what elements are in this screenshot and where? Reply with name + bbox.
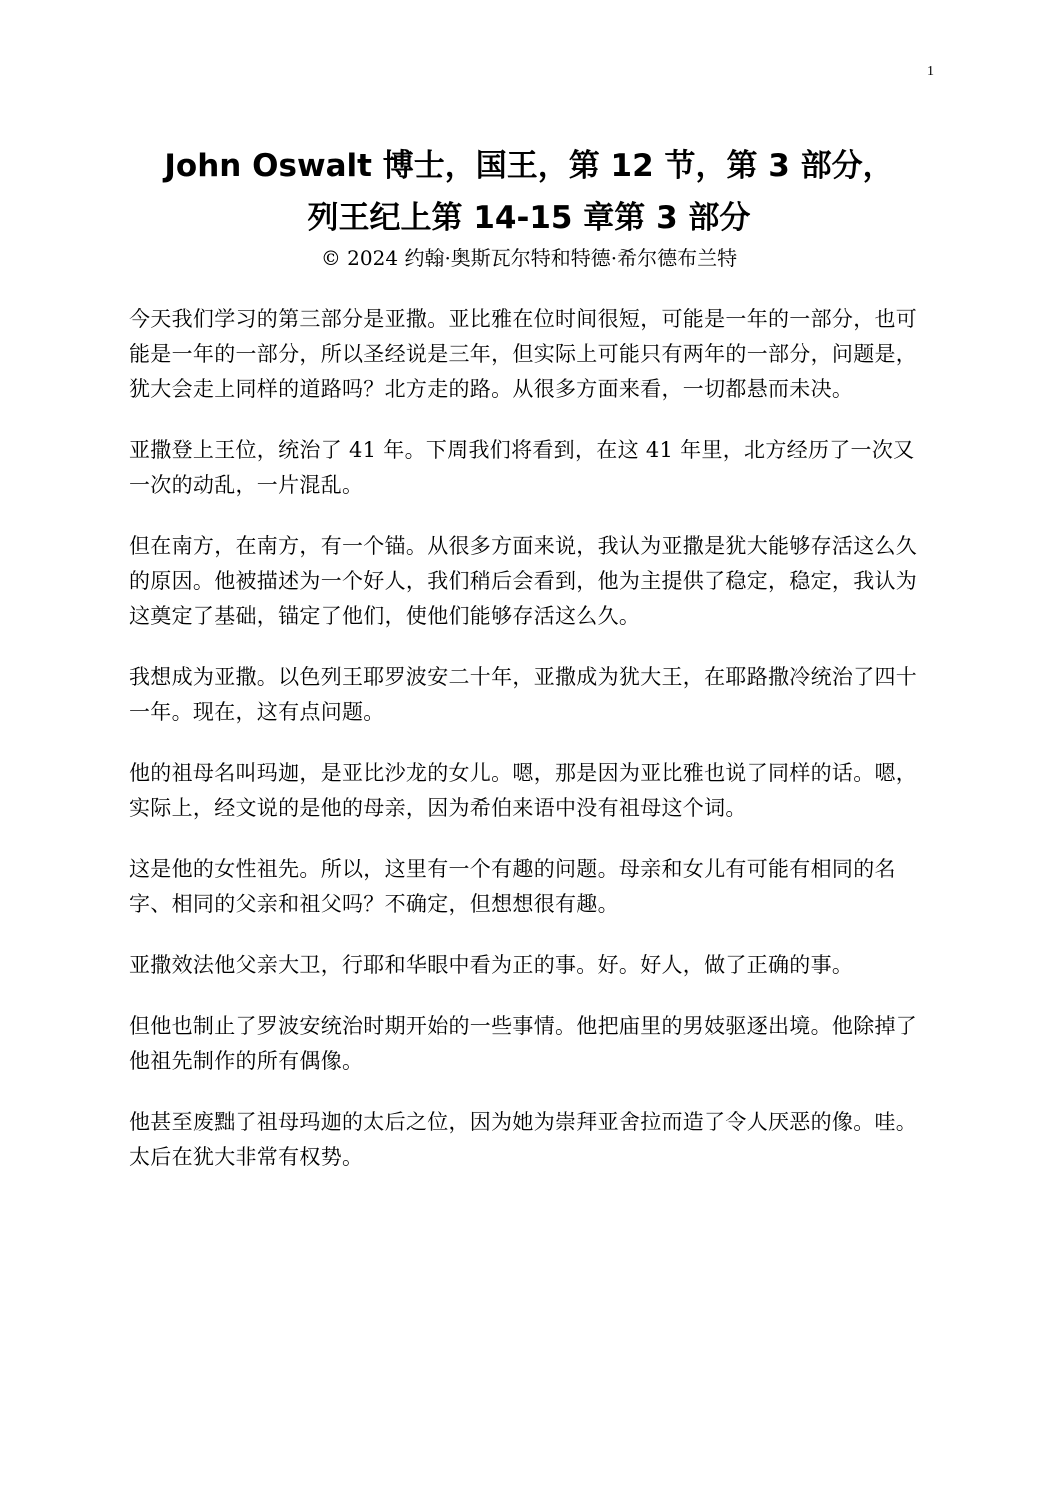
paragraph: 亚撒登上王位，统治了 41 年。下周我们将看到，在这 41 年里，北方经历了一次又一次的动乱，一片混乱。 xyxy=(129,438,915,497)
paragraph: 亚撒效法他父亲大卫，行耶和华眼中看为正的事。好。好人，做了正确的事。 xyxy=(129,953,854,977)
paragraph: 这是他的女性祖先。所以，这里有一个有趣的问题。母亲和女儿有可能有相同的名字、相同的父亲和祖父吗？不确定，但想想很有趣。 xyxy=(129,857,896,916)
paragraph: 但他也制止了罗波安统治时期开始的一些事情。他把庙里的男妓驱逐出境。他除掉了他祖先制作的所有偶像。 xyxy=(129,1014,918,1073)
paragraph: 我想成为亚撒。以色列王耶罗波安二十年，亚撒成为犹大王，在耶路撒冷统治了四十一年。现在，这有点问题。 xyxy=(129,665,918,724)
paragraph: 今天我们学习的第三部分是亚撒。亚比雅在位时间很短，可能是一年的一部分，也可能是一年的一部分，所以圣经说是三年，但实际上可能只有两年的一部分，问题是，犹大会走上同样的道路吗？北方走的路。从很多方面来看，一切都悬而未决。 xyxy=(129,307,918,401)
copyright-notice: © 2024 约翰·奥斯瓦尔特和特德·希尔德布兰特 xyxy=(320,246,738,270)
title-line-2: 列王纪上第 14-15 章第 3 部分 xyxy=(307,200,751,236)
document-body xyxy=(129,302,919,1201)
title-line-1: John Oswalt 博士，国王，第 12 节，第 3 部分， xyxy=(164,148,894,184)
page-number: 1 xyxy=(927,64,934,79)
paragraph: 但在南方，在南方，有一个锚。从很多方面来说，我认为亚撒是犹大能够存活这么久的原因。他被描述为一个好人，我们稍后会看到，他为主提供了稳定，稳定，我认为这奠定了基础，锚定了他们，使他们能够存活这么久。 xyxy=(129,534,918,628)
paragraph: 他的祖母名叫玛迦，是亚比沙龙的女儿。嗯，那是因为亚比雅也说了同样的话。嗯，实际上，经文说的是他的母亲，因为希伯来语中没有祖母这个词。 xyxy=(129,761,918,820)
document-title xyxy=(100,140,958,244)
paragraph: 他甚至废黜了祖母玛迦的太后之位，因为她为崇拜亚舍拉而造了令人厌恶的像。哇。太后在犹大非常有权势。 xyxy=(129,1110,918,1169)
